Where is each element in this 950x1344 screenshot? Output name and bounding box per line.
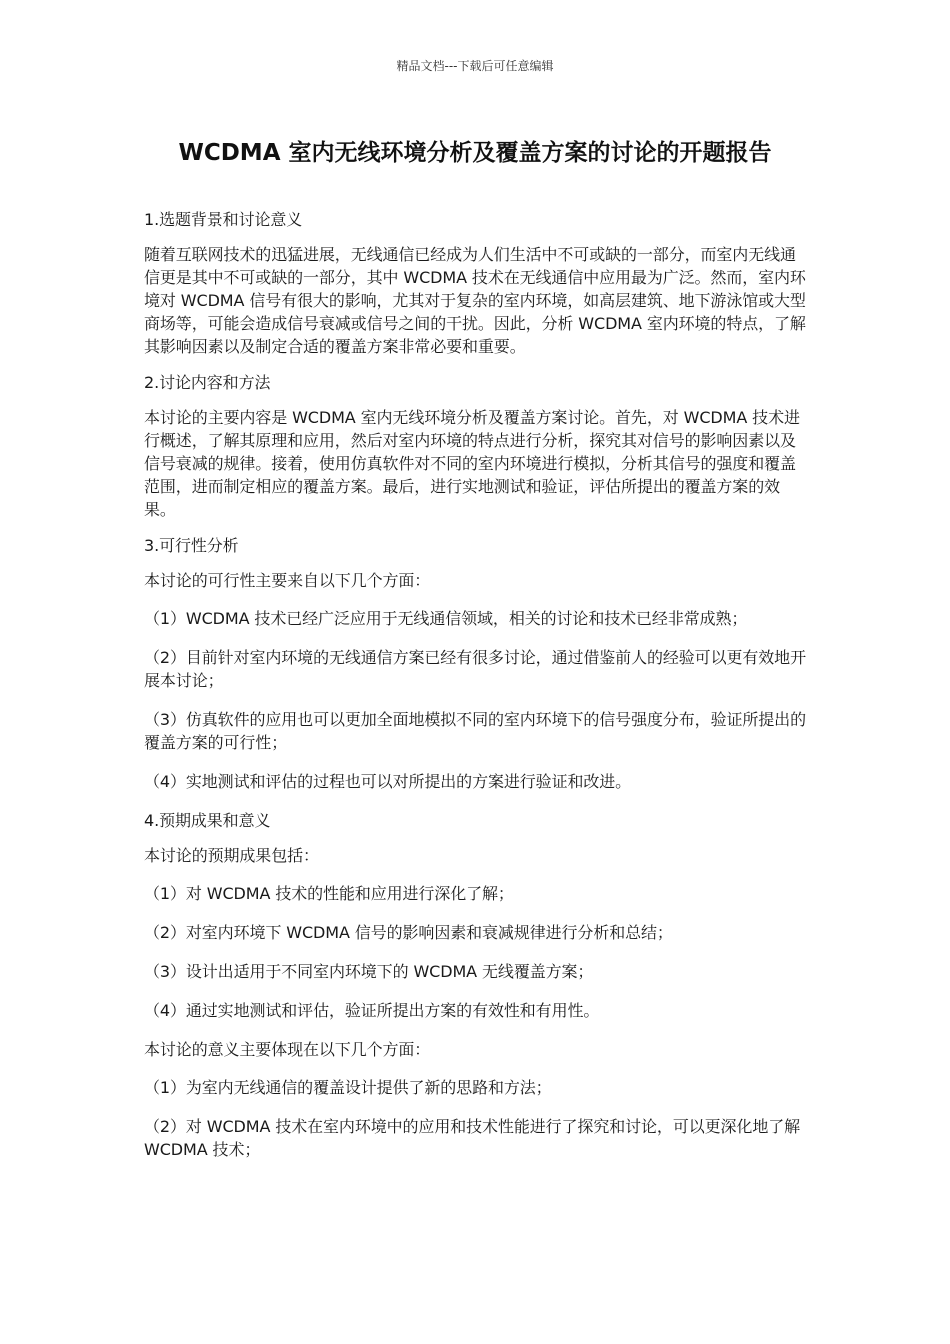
section-heading-feasibility: 3.可行性分析 [144,536,239,555]
section-heading-background: 1.选题背景和讨论意义 [144,210,303,229]
list-item-feasibility-2: （2）目前针对室内环境的无线通信方案已经有很多讨论，通过借鉴前人的经验可以更有效地开展本讨论； [144,648,806,690]
list-item-significance-2: （2）对 WCDMA 技术在室内环境中的应用和技术性能进行了探究和讨论，可以更深化地了解 WCDMA 技术； [144,1117,801,1159]
document-title: WCDMA 室内无线环境分析及覆盖方案的讨论的开题报告 [178,140,772,166]
list-item-outcome-3: （3）设计出适用于不同室内环境下的 WCDMA 无线覆盖方案； [144,962,594,981]
paragraph-content-method: 本讨论的主要内容是 WCDMA 室内无线环境分析及覆盖方案讨论。首先，对 WCDMA 技术进行概述，了解其原理和应用，然后对室内环境的特点进行分析，探究其对信号的影响因素以及信号衰减的规律。接着，使用仿真软件对不同的室内环境进行模拟，分析其信号的强度和覆盖范围，进而制定相应的覆盖方案。最后，进行实地测试和验证，评估所提出的覆盖方案的效果。 [144,408,800,519]
list-item-outcome-4: （4）通过实地测试和评估，验证所提出方案的有效性和有用性。 [144,1001,600,1020]
list-item-feasibility-1: （1）WCDMA 技术已经广泛应用于无线通信领域，相关的讨论和技术已经非常成熟； [144,609,748,628]
list-item-significance-1: （1）为室内无线通信的覆盖设计提供了新的思路和方法； [144,1078,552,1097]
list-item-feasibility-3: （3）仿真软件的应用也可以更加全面地模拟不同的室内环境下的信号强度分布，验证所提出的覆盖方案的可行性； [144,710,806,752]
page-header: 精品文档---下载后可任意编辑 [396,59,554,73]
section-heading-content-method: 2.讨论内容和方法 [144,373,271,392]
section-heading-outcomes: 4.预期成果和意义 [144,811,271,830]
list-item-outcome-2: （2）对室内环境下 WCDMA 信号的影响因素和衰减规律进行分析和总结； [144,923,673,942]
paragraph-feasibility-intro: 本讨论的可行性主要来自以下几个方面： [144,571,431,590]
paragraph-background: 随着互联网技术的迅猛进展，无线通信已经成为人们生活中不可或缺的一部分，而室内无线通信更是其中不可或缺的一部分，其中 WCDMA 技术在无线通信中应用最为广泛。然而，室内环境对 WCDMA 信号有很大的影响，尤其对于复杂的室内环境，如高层建筑、地下游泳馆或大型商场等，可能会造成信号衰减或信号之间的干扰。因此，分析 WCDMA 室内环境的特点，了解其影响因素以及制定合适的覆盖方案非常必要和重要。 [144,245,806,356]
list-item-outcome-1: （1）对 WCDMA 技术的性能和应用进行深化了解； [144,884,514,903]
document-body [144,208,809,1177]
list-item-feasibility-4: （4）实地测试和评估的过程也可以对所提出的方案进行验证和改进。 [144,772,632,791]
paragraph-significance-intro: 本讨论的意义主要体现在以下几个方面： [144,1040,431,1059]
paragraph-outcomes-intro: 本讨论的预期成果包括： [144,846,319,865]
